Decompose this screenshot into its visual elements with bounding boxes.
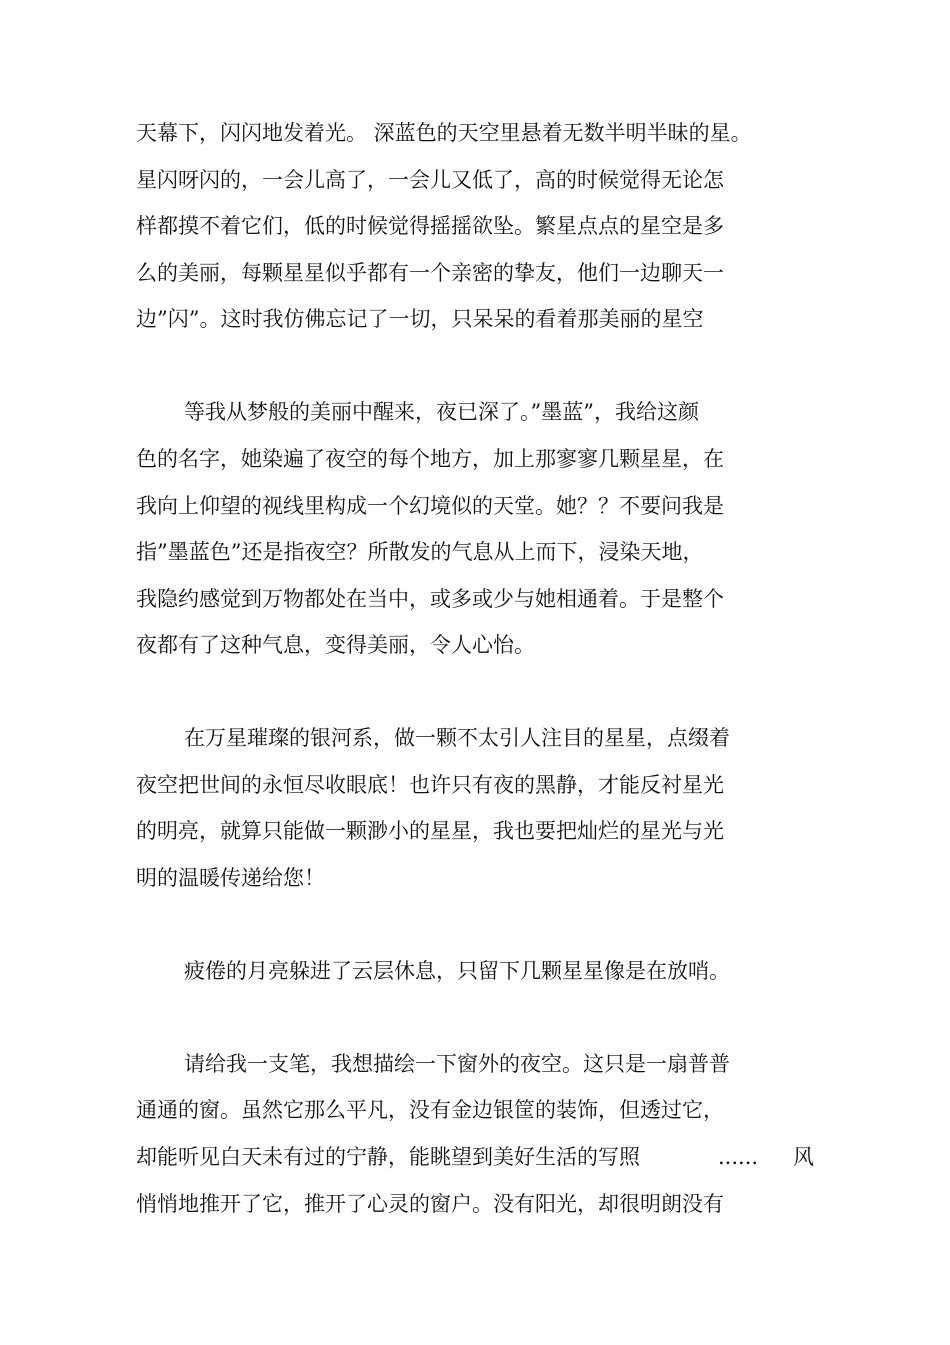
paragraph-5-line-4: 悄悄地推开了它，推开了心灵的窗户。没有阳光，却很明朗没有 bbox=[136, 1192, 724, 1216]
paragraph-5-line-3-end: 风 bbox=[793, 1145, 814, 1169]
paragraph-3-line-1: 在万星璀璨的银河系，做一颗不太引人注目的星星，点缀着 bbox=[184, 726, 730, 750]
paragraph-2-line-5: 我隐约感觉到万物都处在当中，或多或少与她相通着。于是整个 bbox=[136, 587, 724, 611]
paragraph-5-line-3: 却能听见白天未有过的宁静，能眺望到美好生活的写照 bbox=[136, 1145, 640, 1169]
paragraph-1-line-5: 边”闪”。这时我仿佛忘记了一切，只呆呆的看着那美丽的星空 bbox=[136, 307, 704, 331]
paragraph-1-line-1: 天幕下，闪闪地发着光。 深蓝色的天空里悬着无数半明半昧的星。 bbox=[136, 121, 752, 145]
paragraph-2-line-4: 指”墨蓝色”还是指夜空？所散发的气息从上而下，浸染天地， bbox=[136, 540, 704, 564]
paragraph-1-line-2: 星闪呀闪的，一会儿高了，一会儿又低了，高的时候觉得无论怎 bbox=[136, 168, 724, 192]
paragraph-4-line-1: 疲倦的月亮躲进了云层休息，只留下几颗星星像是在放哨。 bbox=[184, 959, 730, 983]
paragraph-3-line-2: 夜空把世间的永恒尽收眼底！也许只有夜的黑静，才能反衬星光 bbox=[136, 773, 724, 797]
paragraph-3-line-4: 明的温暖传递给您！ bbox=[136, 866, 325, 890]
paragraph-2-line-3: 我向上仰望的视线里构成一个幻境似的天堂。她？？不要问我是 bbox=[136, 494, 724, 518]
paragraph-2-line-6: 夜都有了这种气息，变得美丽，令人心怡。 bbox=[136, 633, 535, 657]
paragraph-1-line-4: 么的美丽，每颗星星似乎都有一个亲密的挚友，他们一边聊天一 bbox=[136, 261, 724, 285]
paragraph-5-line-2: 通通的窗。虽然它那么平凡，没有金边银筐的装饰，但透过它， bbox=[136, 1098, 724, 1122]
paragraph-5-line-3-ellipsis: ...... bbox=[718, 1145, 759, 1169]
paragraph-2-line-2: 色的名字，她染遍了夜空的每个地方，加上那寥寥几颗星星，在 bbox=[136, 447, 724, 471]
paragraph-2-line-1: 等我从梦般的美丽中醒来，夜已深了。”墨蓝”，我给这颜 bbox=[184, 400, 699, 424]
paragraph-5-line-1: 请给我一支笔，我想描绘一下窗外的夜空。这只是一扇普普 bbox=[184, 1052, 730, 1076]
paragraph-1-line-3: 样都摸不着它们，低的时候觉得摇摇欲坠。繁星点点的星空是多 bbox=[136, 214, 724, 238]
paragraph-3-line-3: 的明亮，就算只能做一颗渺小的星星，我也要把灿烂的星光与光 bbox=[136, 819, 724, 843]
